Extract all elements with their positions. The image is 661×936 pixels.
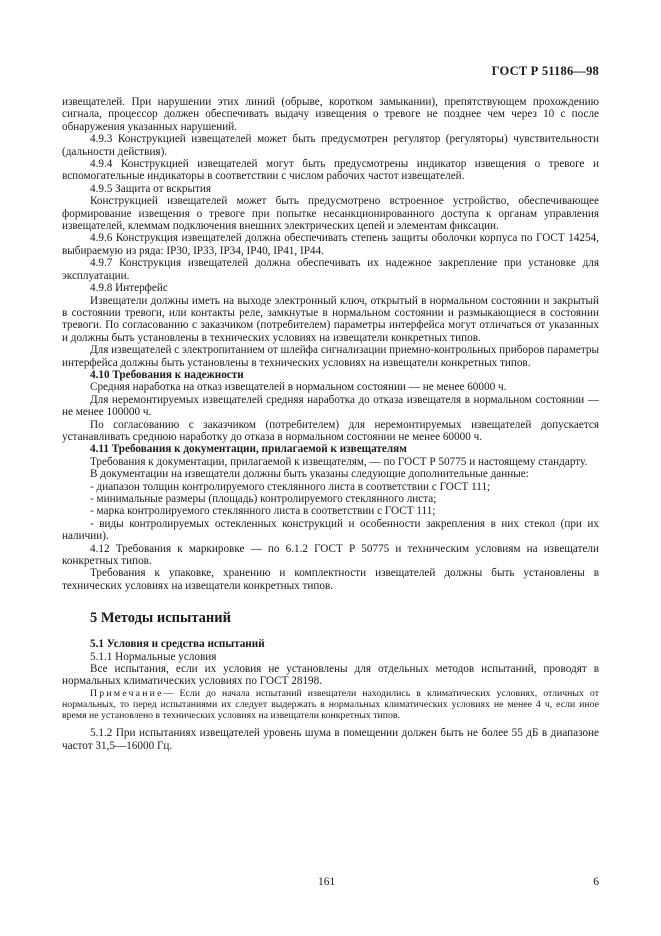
section-title: 5 Методы испытаний [90,610,231,627]
paragraph: 4.9.6 Конструкция извещателей должна обеспечивать степень защиты оболочки корпуса по ГОСТ 14254, выбираемую из ряда: IP30, IP33, IP34, IP40, IP41, IP44. [62,232,599,257]
page-number: 161 [318,876,336,888]
paragraph: 4.9.7 Конструкция извещателей должна обеспечивать их надежное закрепление при установке для эксплуатации. [62,257,599,282]
paragraph: Все испытания, если их условия не установлены для отдельных методов испытаний, проводят в нормальных климатических условиях по ГОСТ 28198. [62,663,599,688]
paragraph: 5.1.1 Нормальные условия [90,650,217,663]
subsection-heading: 5.1 Условия и средства испытаний [90,638,265,651]
paragraph: 4.9.5 Защита от вскрытия [90,182,212,195]
paragraph: Для неремонтируемых извещателей средняя наработка до отказа извещателя в нормальном состоянии — не менее 100000 ч. [62,393,599,419]
paragraph: - марка контролируемого стеклянного листа в соответствии с ГОСТ 111; [90,505,436,518]
section-paragraph-list [62,638,599,688]
subsection-heading: 4.11 Требования к документации, прилагаемой к извещателям [90,443,407,456]
paragraph: Извещатели должны иметь на выходе электронный ключ, открытый в нормальном состоянии и закрытый в состоянии тревоги, или контакты реле, замкнутые в нормальном состоянии и размыкающиеся в состоянии тревоги. По согласованию с заказчиком (потребителем) параметры интерфейса могут отличаться от указанных и должны быть установлены в технических условиях на извещатели конкретных типов. [62,294,599,344]
standard-header: ГОСТ Р 51186—98 [491,64,599,78]
paragraph: 4.9.8 Интерфейс [90,282,168,295]
paragraph: Конструкцией извещателей может быть предусмотрено встроенное устройство, обеспечивающее формирование извещения о тревоге при попытке несанкционированного доступа к органам управления извещателей, клеммам подключения внешних электрических цепей и элементам фиксации. [62,195,599,233]
paragraph: 5.1.2 При испытаниях извещателей уровень шума в помещении должен быть не более 55 дБ в диапазоне частот 31,5—16000 Гц. [62,727,599,752]
paragraph: - виды контролируемых остекленных конструкций и особенности закрепления в них стекол (при их наличии). [62,517,599,543]
paragraph: 4.9.4 Конструкцией извещателей могут быть предусмотрены индикатор извещения о тревоге и вспомогательные индикаторы в соответствии с числом рабочих частот извещателей. [62,158,599,183]
note-text: — Если до начала испытаний извещатели находились в климатических условиях, отличных от нормальных, то перед испытаниями их следует выдержать в нормальных климатических условиях не менее 4 ч, если иное время не установлено в технических условиях на извещатели конкретных типов. [62,687,599,722]
paragraph: 4.9.3 Конструкцией извещателей может быть предусмотрен регулятор (регуляторы) чувствительности (дальности действия). [62,133,599,158]
paragraph: Требования к упаковке, хранению и комплектности извещателей должны быть установлены в технических условиях на извещатели конкретных типов. [62,567,599,592]
note-label: Примечание [90,687,164,699]
paragraph-list [62,96,599,592]
paragraph: - минимальные размеры (площадь) контролируемого стеклянного листа; [90,493,437,505]
paragraph: 4.12 Требования к маркировке — по 6.1.2 ГОСТ Р 50775 и техническим условиям на извещатели конкретных типов. [62,542,599,568]
paragraph: По согласованию с заказчиком (потребителем) для неремонтируемых извещателей допускается устанавливать среднюю наработку до отказа в нормальном состоянии не менее 60000 ч. [62,418,599,443]
paragraph: извещателей. При нарушении этих линий (обрыве, коротком замыкании), препятствующем прохождению сигнала, процессор должен обеспечивать выдачу извещения о тревоге не позднее чем через 10 с после обнаружения указанных нарушений. [62,96,599,133]
subsection-heading: 4.10 Требования к надежности [90,368,244,381]
paragraph: Средняя наработка на отказ извещателей в нормальном состоянии — не менее 60000 ч. [90,381,507,394]
sheet-number: 6 [593,876,599,888]
paragraph: Для извещателей с электропитанием от шлейфа сигнализации приемно-контрольных приборов параметры интерфейса должны быть установлены в технических условиях на извещатели конкретных типов. [62,344,599,369]
paragraph: В документации на извещатели должны быть указаны следующие дополнительные данные: [90,468,529,481]
note-paragraph [62,688,599,722]
paragraph: Требования к документации, прилагаемой к извещателям, — по ГОСТ Р 50775 и настоящему стандарту. [90,455,588,468]
paragraph: - диапазон толщин контролируемого стеклянного листа в соответствии с ГОСТ 111; [90,480,491,493]
document-body [62,96,599,752]
